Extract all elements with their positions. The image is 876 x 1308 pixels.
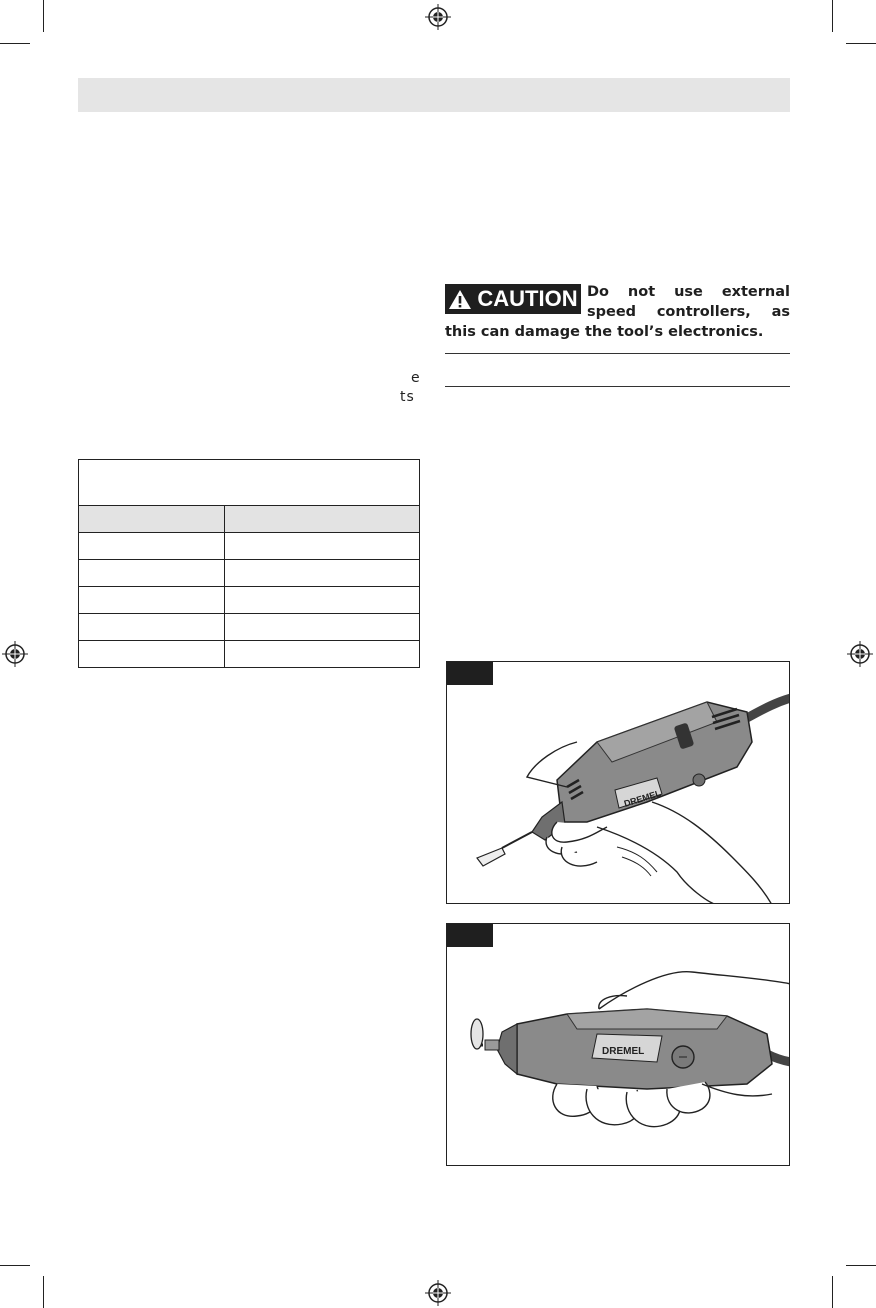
table-cell bbox=[225, 614, 420, 641]
divider bbox=[445, 353, 790, 354]
crop-mark bbox=[846, 1265, 876, 1266]
figure-palm-grip bbox=[446, 923, 790, 1166]
table-cell bbox=[225, 587, 420, 614]
table-cell bbox=[225, 560, 420, 587]
table-cell bbox=[79, 533, 225, 560]
table-row bbox=[79, 614, 420, 641]
table-row bbox=[79, 533, 420, 560]
table-header-row bbox=[79, 506, 420, 533]
registration-mark-icon bbox=[2, 641, 28, 667]
table-cell bbox=[79, 560, 225, 587]
registration-mark-icon bbox=[425, 4, 451, 30]
table-title bbox=[79, 460, 420, 506]
warning-triangle-icon bbox=[448, 289, 472, 310]
figure-pencil-grip bbox=[446, 661, 790, 904]
table-row bbox=[79, 641, 420, 668]
table-cell bbox=[79, 641, 225, 668]
brand-label: DREMEL bbox=[622, 788, 662, 809]
caution-label bbox=[445, 284, 581, 314]
table-row bbox=[79, 560, 420, 587]
crop-mark bbox=[846, 43, 876, 44]
crop-mark bbox=[832, 1276, 833, 1308]
palm-grip-illustration bbox=[447, 924, 790, 1166]
caution-text: Do not use external speed controllers, as this can damage the tool’s electronics. bbox=[445, 284, 790, 340]
crop-mark bbox=[0, 1265, 30, 1266]
registration-mark-icon bbox=[425, 1280, 451, 1306]
crop-mark bbox=[0, 43, 30, 44]
table-cell bbox=[225, 641, 420, 668]
table-header-cell bbox=[79, 506, 225, 533]
section-header-band bbox=[78, 78, 790, 112]
divider bbox=[445, 386, 790, 387]
crop-mark bbox=[43, 0, 44, 32]
registration-mark-icon bbox=[847, 641, 873, 667]
crop-mark bbox=[832, 0, 833, 32]
text-fragment: e bbox=[411, 370, 421, 386]
caution-notice bbox=[445, 282, 790, 342]
table-row bbox=[79, 587, 420, 614]
spec-table bbox=[78, 459, 420, 668]
pencil-grip-illustration bbox=[447, 662, 790, 904]
crop-mark bbox=[43, 1276, 44, 1308]
table-cell bbox=[79, 587, 225, 614]
brand-label: DREMEL bbox=[602, 1046, 645, 1057]
table-header-cell bbox=[225, 506, 420, 533]
caution-label-text: CAUTION bbox=[477, 286, 578, 311]
text-fragment: ts bbox=[400, 389, 415, 405]
table-cell bbox=[225, 533, 420, 560]
table-cell bbox=[79, 614, 225, 641]
